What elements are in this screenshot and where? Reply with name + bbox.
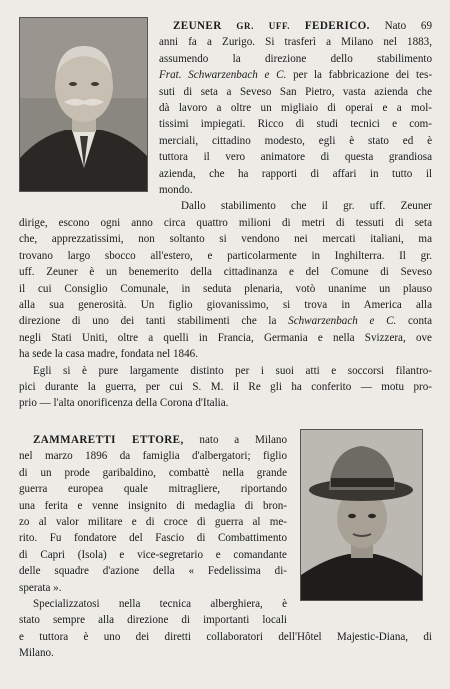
zammaretti-line: rito. Fu fondatore del Fascio di Combattimento xyxy=(19,532,287,545)
zeuner-line: dà lavoro a oltre un migliaio di operai e a mol- xyxy=(159,102,432,115)
zeuner-line-company xyxy=(159,67,432,83)
zammaretti-line: guerra europea quale mitragliere, riportando xyxy=(19,483,287,496)
text-part: conta xyxy=(407,315,433,328)
zammaretti-line: zo al valor militare e di croce di guerra al me- xyxy=(19,516,287,529)
zammaretti-line: di un prode garibaldino, combattè nella grande xyxy=(19,466,287,479)
zeuner-heading-line xyxy=(159,18,432,34)
zeuner-para2-lead: Dallo stabilimento che il gr. uff. Zeuner xyxy=(181,200,432,213)
portrait-zammaretti-photo xyxy=(300,429,423,601)
zeuner-body-line: prio — l'alta onorificenza della Corona d'Italia. xyxy=(19,397,229,410)
zeuner-body-line: pici durante la guerra, per cui S. M. il Re gli ha conferito — motu pro- xyxy=(19,381,432,394)
zammaretti-tail-line: Milano. xyxy=(19,647,54,660)
zeuner-body-line: che, apprezzatissimi, non soltanto si vendono nei mercati italiani, ma xyxy=(19,233,432,246)
zeuner-body-line: dirige, escono ogni anno circa quattro milioni di metri di tessuti di seta xyxy=(19,217,432,229)
zammaretti-line: sperata ». xyxy=(19,581,62,594)
zeuner-intro xyxy=(159,18,432,215)
zammaretti-name: ZAMMARETTI ETTORE, xyxy=(33,434,184,446)
zeuner-line: mondo. xyxy=(159,184,193,197)
zeuner-body xyxy=(19,215,432,412)
zeuner-line: tuttora il vero animatore di questa grandiosa xyxy=(159,151,432,164)
zeuner-body-line: negli Stati Uniti, oltre a quelli in Francia, Germania e nella Svizzera, ove xyxy=(19,331,432,344)
zeuner-body-line: trovano largo sbocco all'estero, e particolarmente in Inghilterra. Il gr. xyxy=(19,249,432,262)
portrait-zeuner-photo xyxy=(19,17,148,192)
zeuner-line: anni fa a Zurigo. Si trasferì a Milano nel 1883, xyxy=(159,36,432,49)
company-name: Schwarzenbach e C. xyxy=(288,315,397,328)
zammaretti-intro xyxy=(19,432,287,629)
zammaretti-line: stato sempre alla direzione di importanti locali xyxy=(19,614,287,627)
zammaretti-line: delle squadre d'azione della « Fedelissima di- xyxy=(19,565,287,578)
zeuner-line: suti di seta a Seveso San Pietro, vasta azienda che xyxy=(159,85,432,98)
zammaretti-line: nel marzo 1896 da famiglia d'albergatori; figlio xyxy=(19,450,287,463)
zammaretti-heading-line xyxy=(19,432,287,448)
zammaretti-line: di Capri (Isola) e vice-segretario e comandante xyxy=(19,548,287,561)
zeuner-body-line: Egli si è pure largamente distinto per i suoi atti e soccorsi filantro- xyxy=(33,364,432,377)
zeuner-line: azienda, che ha rapporti di affari in tutto il xyxy=(159,167,432,180)
zeuner-body-line-company xyxy=(19,313,432,329)
zammaretti-tail xyxy=(19,629,432,662)
zeuner-body-line: uff. Zeuner è un benemerito della cittadinanza e del Comune di Seveso xyxy=(19,266,432,279)
zeuner-line: merciali, cittadino modesto, egli è stato ed è xyxy=(159,134,432,147)
portrait-zammaretti-image xyxy=(301,430,422,600)
text-part: direzione di uno dei tanti stabilimenti che la xyxy=(19,315,277,328)
company-name: Schwarzenbach e C. xyxy=(188,69,287,82)
zeuner-surname: ZEUNER xyxy=(173,20,222,32)
zeuner-heading-rest: Nato 69 xyxy=(369,20,432,32)
zeuner-line-rest: per la fabbricazione dei tes- xyxy=(293,69,433,82)
zammaretti-line: Specializzatosi nella tecnica alberghiera, è xyxy=(33,598,287,611)
portrait-zeuner-image xyxy=(20,18,147,191)
zeuner-line: tissimi impiegati. Ricco di studi tecnici e com- xyxy=(159,118,432,131)
zammaretti-heading-rest: nato a Milano xyxy=(183,434,288,446)
zammaretti-line: una ferita e venne insignito di medaglia di bron- xyxy=(19,499,287,512)
zammaretti-tail-line: e tuttora è uno dei diretti collaboratori dell'Hôtel Majestic-Diana, di xyxy=(19,631,432,643)
frat-text: Frat. xyxy=(159,69,182,82)
zeuner-line: assumendo la direzione dello stabilimento xyxy=(159,52,432,65)
zeuner-given-name: FEDERICO. xyxy=(304,20,370,32)
zeuner-body-line: ha sede la casa madre, fondata nel 1846. xyxy=(19,348,198,361)
zeuner-body-line: alla sua generosità. Un figlio giovanissimo, si trova in America alla xyxy=(19,299,432,312)
zeuner-body-line: il cui Consiglio Comunale, in seduta plenaria, votò unanime un plauso xyxy=(19,282,432,295)
zeuner-title: GR. UFF. xyxy=(236,21,291,31)
